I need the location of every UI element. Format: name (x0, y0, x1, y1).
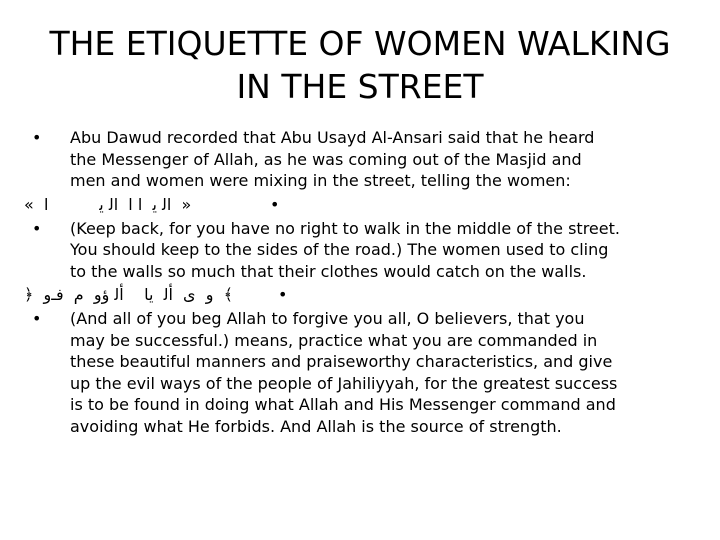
bullet-icon: • (32, 309, 42, 328)
bullet-paragraph-2 (22, 218, 694, 283)
title-line: THE ETIQUETTE OF WOMEN WALKING (49, 24, 671, 63)
paragraph-line: these beautiful manners and praiseworthy characteristics, and give (70, 352, 613, 371)
arabic-text: ﴿ ﻭ ﻯ ﺃﻟ ﻳﺎ ﺃﻟ ﺅﻭ ﻡ ﻓـﻭ ﴾ (24, 285, 234, 304)
paragraph-line: avoiding what He forbids. And Allah is the source of strength. (70, 416, 562, 436)
paragraph-line: to the walls so much that their clothes would catch on the walls. (70, 261, 587, 281)
bullet-icon: • (270, 194, 280, 214)
arabic-quote-1 (22, 192, 694, 218)
bullet-icon: • (278, 285, 288, 304)
slide-title (30, 22, 690, 108)
paragraph-line: You should keep to the sides of the road.) The women used to cling (70, 240, 609, 259)
bullet-paragraph-1 (22, 127, 694, 192)
paragraph-line: (And all of you beg Allah to forgive you all, O believers, that you (70, 309, 585, 328)
bullet-icon: • (32, 218, 42, 238)
bullet-icon: • (32, 128, 42, 147)
paragraph-line: up the evil ways of the people of Jahiliyyah, for the greatest success (70, 373, 618, 393)
arabic-quote-2 (22, 282, 694, 308)
paragraph-line: the Messenger of Allah, as he was coming out of the Masjid and (70, 149, 582, 169)
paragraph-line: men and women were mixing in the street, telling the women: (70, 171, 571, 190)
slide-body (22, 127, 694, 437)
paragraph-line: (Keep back, for you have no right to walk in the middle of the street. (70, 218, 620, 238)
bullet-paragraph-3 (22, 308, 694, 437)
paragraph-line: is to be found in doing what Allah and His Messenger command and (70, 395, 616, 414)
arabic-text: « ﺍﻟ ﻳ ﺍ ﺍ ﺍﻟ ﻳ ﺍ » (24, 194, 192, 214)
paragraph-line: may be successful.) means, practice what you are commanded in (70, 330, 598, 350)
paragraph-line: Abu Dawud recorded that Abu Usayd Al-Ansari said that he heard (70, 128, 595, 147)
title-line: IN THE STREET (236, 67, 484, 106)
